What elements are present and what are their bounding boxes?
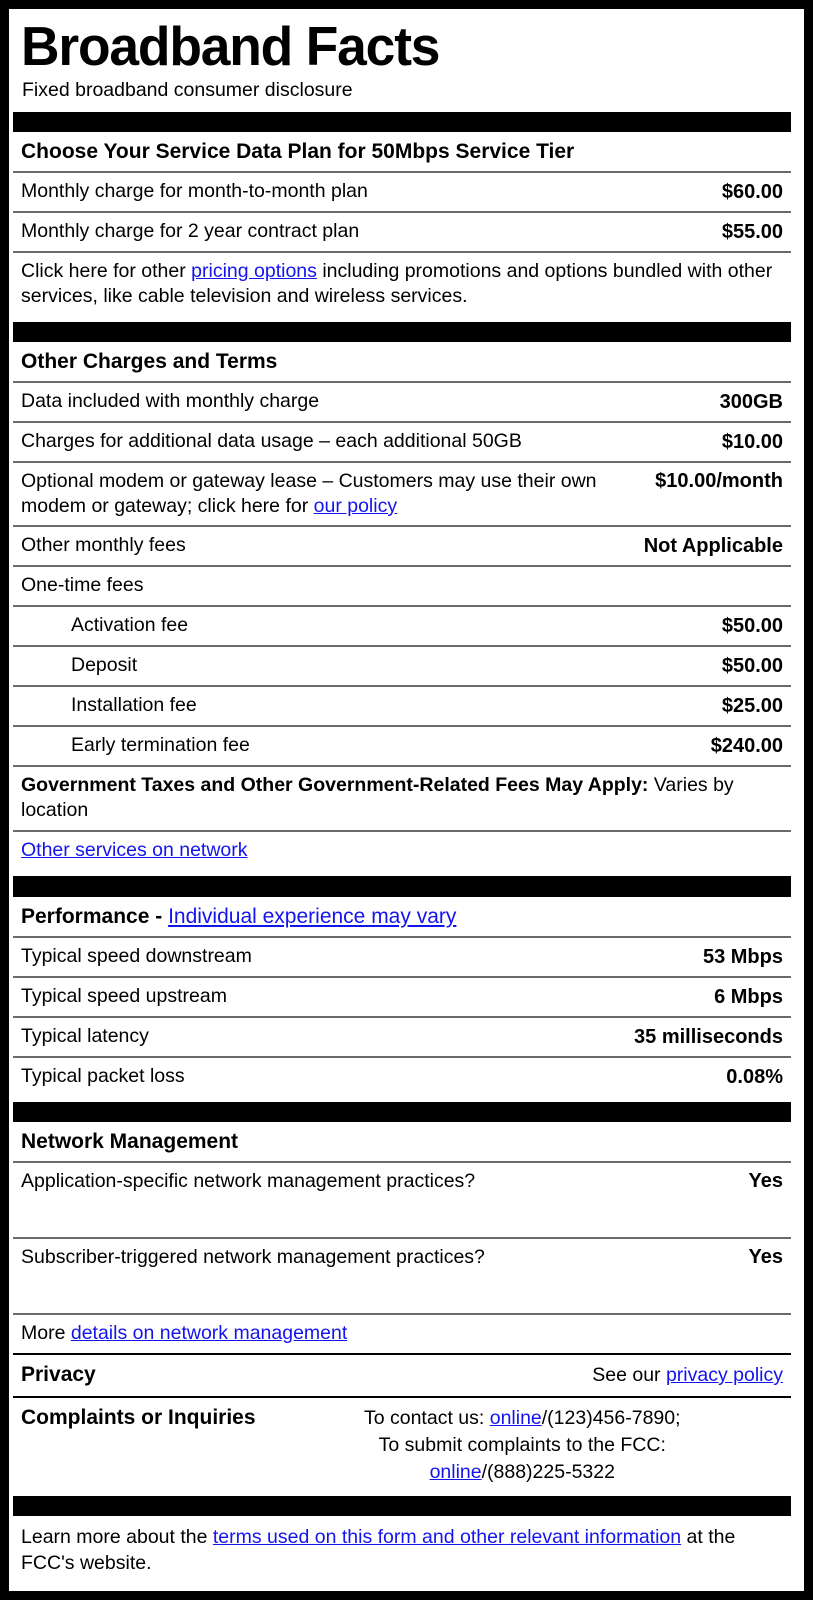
contact-phone-text: /(123)456-7890; [541, 1407, 681, 1429]
page-subtitle: Fixed broadband consumer disclosure [22, 79, 353, 101]
row-value: $10.00 [721, 431, 783, 453]
footer-pre-text: Learn more about the [21, 1526, 213, 1548]
government-taxes-bold-text: Government Taxes and Other Government-Related Fees May Apply: [21, 774, 649, 796]
pricing-options-note [13, 253, 791, 316]
row-value: $240.00 [710, 735, 783, 757]
section-divider-bar-1 [13, 112, 791, 132]
modem-lease-row [13, 463, 791, 527]
page-title: Broadband Facts [21, 15, 440, 77]
row-value: Not Applicable [643, 535, 783, 557]
row-label: Charges for additional data usage – each additional 50GB [21, 430, 522, 452]
complaints-heading: Complaints or Inquiries [21, 1406, 256, 1429]
modem-label-text: Optional modem or gateway lease – Customers may use their own modem or gateway; click here for [21, 470, 597, 517]
table-row [13, 647, 791, 687]
contact-online-link[interactable]: online [489, 1407, 542, 1429]
row-label: One-time fees [21, 574, 144, 596]
contact-line-2: To submit complaints to the FCC: [378, 1434, 666, 1456]
table-row [13, 687, 791, 727]
label-inner [9, 9, 804, 1591]
section-divider-bar-3 [13, 876, 791, 897]
row-value: 0.08% [726, 1066, 783, 1088]
row-value: Yes [748, 1246, 783, 1268]
network-management-details-link[interactable]: details on network management [70, 1322, 348, 1344]
row-label: Typical speed upstream [21, 985, 227, 1007]
row-label: Subscriber-triggered network management practices? [21, 1246, 485, 1268]
section-divider-bar-2 [13, 322, 791, 342]
footer-note [13, 1516, 791, 1584]
privacy-row [13, 1355, 791, 1398]
row-label: Other monthly fees [21, 534, 186, 556]
row-value: 300GB [719, 391, 783, 413]
privacy-side [108, 1362, 783, 1389]
complaints-contact-block [268, 1405, 783, 1486]
row-label: Deposit [71, 654, 138, 676]
more-text: More [21, 1322, 71, 1344]
note-text-post: including promotions and options bundled with other services, like cable television and wireless services. [21, 260, 773, 307]
row-value: $50.00 [721, 655, 783, 677]
contact-line-1 [268, 1405, 777, 1432]
table-row [13, 527, 791, 567]
contact-us-text: To contact us: [363, 1407, 490, 1429]
table-row [13, 1058, 791, 1096]
government-taxes-rest-text: Varies by location [21, 774, 734, 821]
pricing-options-link[interactable]: pricing options [191, 260, 317, 282]
fcc-online-link[interactable]: online [429, 1461, 482, 1483]
terms-used-link[interactable]: terms used on this form and other relevant information [212, 1526, 682, 1548]
contact-line-3 [268, 1459, 777, 1486]
table-row [13, 1018, 791, 1058]
table-row [13, 383, 791, 423]
row-value: $10.00/month [655, 470, 783, 492]
note-text-pre: Click here for other [21, 260, 192, 282]
privacy-policy-link[interactable]: privacy policy [665, 1364, 783, 1386]
table-row [13, 607, 791, 647]
row-label: Typical latency [21, 1025, 149, 1047]
row-value: Yes [748, 1170, 783, 1192]
table-row [13, 1163, 791, 1239]
row-label: Data included with monthly charge [21, 390, 320, 412]
privacy-heading: Privacy [21, 1363, 96, 1386]
network-management-section-heading: Network Management [13, 1122, 791, 1163]
section-divider-bar-4 [13, 1102, 791, 1122]
row-label: Typical packet loss [21, 1065, 185, 1087]
see-our-text: See our [592, 1364, 666, 1386]
individual-experience-link[interactable]: Individual experience may vary [168, 905, 457, 928]
row-label: Monthly charge for 2 year contract plan [21, 220, 360, 242]
network-management-more-row [13, 1315, 791, 1355]
row-label: Early termination fee [71, 734, 250, 756]
performance-heading-text: Performance - [21, 905, 169, 928]
table-row [13, 423, 791, 463]
fcc-phone-text: /(888)225-5322 [481, 1461, 615, 1483]
header-block [13, 9, 791, 106]
table-row [13, 727, 791, 767]
table-row [13, 978, 791, 1018]
row-value: 35 milliseconds [634, 1026, 783, 1048]
row-value: $55.00 [721, 221, 783, 243]
our-policy-link[interactable]: our policy [313, 495, 398, 517]
other-services-on-network-link[interactable]: Other services on network [21, 839, 248, 861]
row-label: Activation fee [71, 614, 189, 636]
complaints-row [13, 1398, 791, 1490]
table-row [13, 213, 791, 253]
row-label [21, 469, 655, 519]
government-taxes-row [13, 767, 791, 832]
table-row [13, 1239, 791, 1315]
row-value: 53 Mbps [702, 946, 783, 968]
one-time-fees-heading-row [13, 567, 791, 607]
row-label: Monthly charge for month-to-month plan [21, 180, 368, 202]
plan-section-heading: Choose Your Service Data Plan for 50Mbps Service Tier [13, 132, 791, 173]
section-divider-bar-5 [13, 1496, 791, 1516]
row-label: Installation fee [71, 694, 197, 716]
footer-post-text: at the FCC's website. [21, 1526, 736, 1574]
row-value: 6 Mbps [714, 986, 783, 1008]
table-row [13, 173, 791, 213]
performance-section-heading [13, 897, 791, 938]
other-charges-section-heading: Other Charges and Terms [13, 342, 791, 383]
other-services-row [13, 832, 791, 870]
table-row [13, 938, 791, 978]
row-label: Typical speed downstream [21, 945, 252, 967]
row-value: $60.00 [721, 181, 783, 203]
row-value: $50.00 [721, 615, 783, 637]
row-label: Application-specific network management practices? [21, 1170, 476, 1192]
row-value: $25.00 [721, 695, 783, 717]
